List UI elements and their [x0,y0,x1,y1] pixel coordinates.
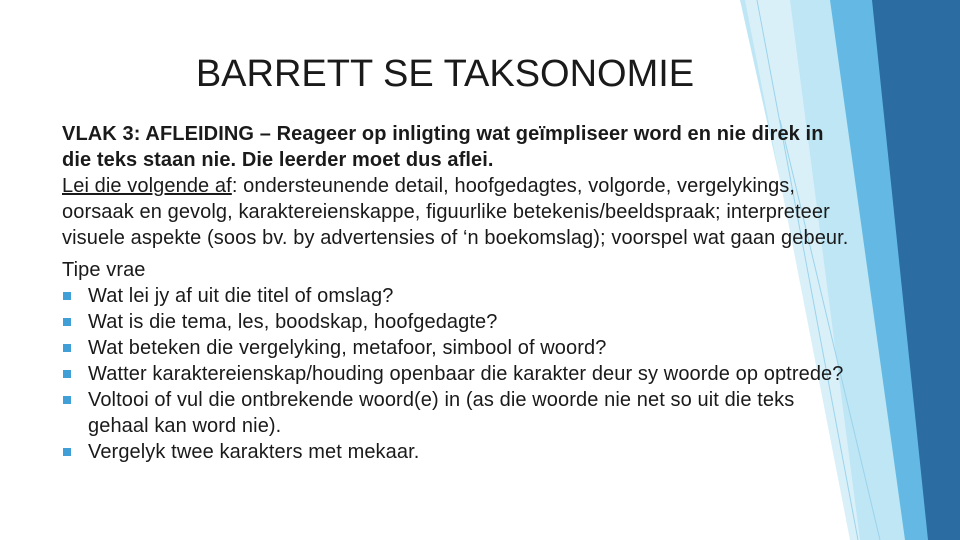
question-text: Watter karaktereienskap/houding openbaar die karakter deur sy woorde op optrede? [88,363,844,385]
question-text: Wat beteken die vergelyking, metafoor, simbool of woord? [88,337,607,359]
level-heading: VLAK 3: AFLEIDING – Reageer op inligting wat geïmpliseer word en nie direk in die teks staan nie. Die leerder moet dus aflei. [62,123,824,171]
derive-label: Lei die volgende af [62,175,232,197]
square-bullet-icon [63,370,71,378]
question-text: Wat lei jy af uit die titel of omslag? [88,285,394,307]
square-bullet-icon [63,448,71,456]
question-text: Voltooi of vul die ontbrekende woord(e) in (as die woorde nie net so uit die teks gehaal kan word nie). [88,389,795,437]
list-item [62,387,852,439]
question-text: Wat is die tema, les, boodskap, hoofgedagte? [88,311,498,333]
list-item [62,361,852,387]
list-item [62,335,852,361]
square-bullet-icon [63,318,71,326]
square-bullet-icon [63,396,71,404]
derive-paragraph [62,173,852,251]
square-bullet-icon [63,344,71,352]
list-item [62,309,852,335]
question-text: Vergelyk twee karakters met mekaar. [88,441,420,463]
list-item [62,283,852,309]
slide-content [62,121,852,465]
square-bullet-icon [63,292,71,300]
slide-title: BARRETT SE TAKSONOMIE [195,53,695,95]
question-types-title: Tipe vrae [62,259,146,281]
derive-text: : ondersteunende detail, hoofgedagtes, volgorde, vergelykings, oorsaak en gevolg, karaktereienskappe, figuurlike betekenis/beeldspraak; interpreteer visuele aspekte (soos bv. by advertensies of ‘n boekomslag); voorspel wat gaan gebeur. [62,175,849,249]
question-list [62,283,852,465]
list-item [62,439,852,465]
